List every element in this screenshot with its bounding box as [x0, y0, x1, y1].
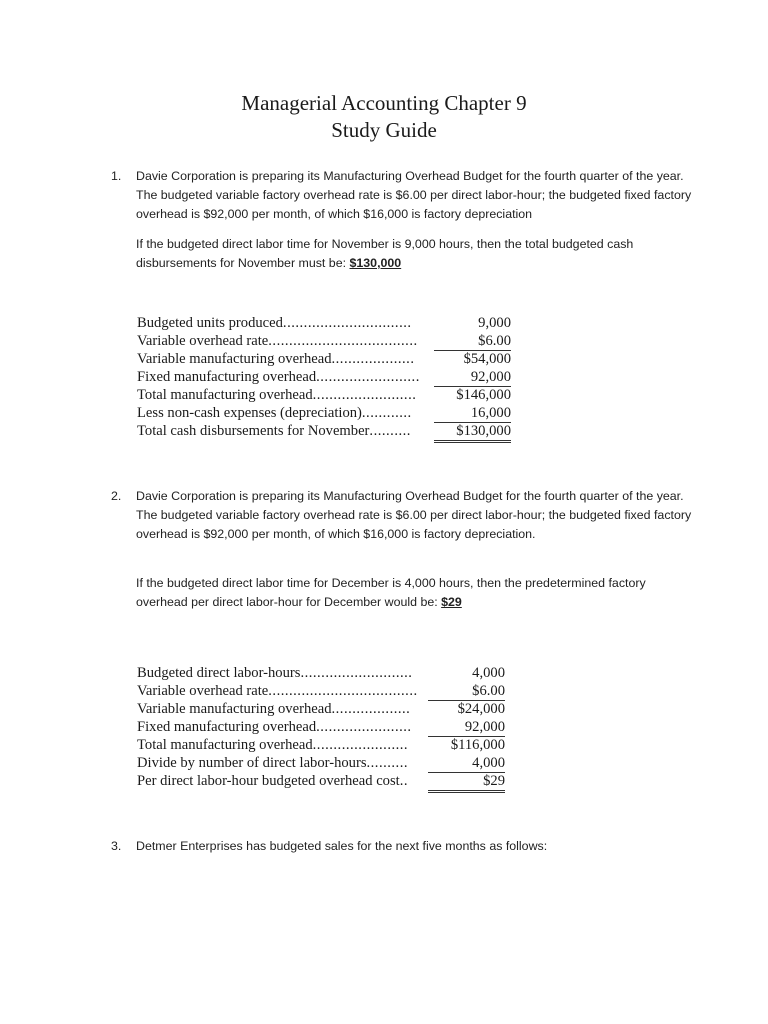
q1-ledger — [137, 314, 522, 440]
table-row — [137, 718, 522, 736]
row-value: 9,000 — [478, 315, 511, 331]
row-label: Total manufacturing overhead — [137, 737, 313, 753]
row-dots: ....................... — [312, 737, 409, 753]
table-row — [137, 386, 522, 404]
table-row — [137, 700, 522, 718]
row-value: $146,000 — [456, 387, 511, 403]
table-row — [137, 422, 522, 440]
row-label: Variable manufacturing overhead — [137, 351, 332, 367]
question-2-answer: $29 — [441, 595, 462, 609]
question-2-question: If the budgeted direct labor time for December is 4,000 hours, then the predetermined factory overhead per direct labor-hour for December would be: — [136, 576, 646, 609]
row-dots: ................... — [331, 701, 411, 717]
row-label: Less non-cash expenses (depreciation) — [137, 405, 362, 421]
table-row — [137, 368, 522, 386]
row-value: $116,000 — [450, 737, 505, 753]
row-label: Variable manufacturing overhead — [137, 701, 332, 717]
q2-ledger — [137, 664, 522, 790]
row-label: Per direct labor-hour budgeted overhead cost — [137, 773, 400, 789]
row-dots: ....................... — [316, 719, 412, 735]
table-row — [137, 404, 522, 422]
row-value: $24,000 — [457, 701, 505, 717]
page-title — [0, 90, 768, 144]
row-dots: ......................... — [316, 369, 420, 385]
question-1 — [111, 167, 711, 277]
question-3-number: 3. — [111, 839, 122, 853]
row-label: Budgeted direct labor-hours — [137, 665, 301, 681]
row-dots: .. — [399, 773, 408, 789]
question-1-answer: $130,000 — [349, 256, 402, 270]
row-dots: ........................... — [300, 665, 413, 681]
row-label: Divide by number of direct labor-hours — [137, 755, 367, 771]
row-dots: .......... — [369, 423, 411, 439]
table-row — [137, 736, 522, 754]
row-label: Fixed manufacturing overhead — [137, 719, 317, 735]
row-dots: ............................... — [282, 315, 412, 331]
table-row — [137, 754, 522, 772]
row-dots: ............ — [361, 405, 412, 421]
row-dots: ......................... — [312, 387, 417, 403]
row-value: $29 — [428, 772, 505, 793]
row-label: Total manufacturing overhead — [137, 387, 313, 403]
row-dots: .................................... — [268, 333, 418, 349]
table-row — [137, 664, 522, 682]
question-1-question: If the budgeted direct labor time for November is 9,000 hours, then the total budgeted cash disbursements for November must be: — [136, 237, 634, 270]
row-value: $6.00 — [434, 332, 511, 351]
table-row — [137, 314, 522, 332]
row-value: $130,000 — [434, 422, 511, 443]
table-row — [137, 332, 522, 350]
question-1-text: Davie Corporation is preparing its Manufacturing Overhead Budget for the fourth quarter of the year. The budgeted variable factory overhead rate is $6.00 per direct labor-hour; the budgeted fixed factory overhead is $92,000 per month, of which $16,000 is factory depreciation — [136, 169, 692, 221]
row-value: 92,000 — [428, 718, 505, 737]
row-label: Variable overhead rate — [137, 333, 269, 349]
title-line-1: Managerial Accounting Chapter 9 — [241, 91, 527, 115]
question-3-text: Detmer Enterprises has budgeted sales for the next five months as follows: — [136, 839, 548, 853]
row-value: 4,000 — [428, 754, 505, 773]
title-line-2: Study Guide — [331, 118, 437, 142]
row-dots: .......... — [366, 755, 408, 771]
row-label: Total cash disbursements for November — [137, 423, 370, 439]
table-row — [137, 682, 522, 700]
question-1-number: 1. — [111, 169, 122, 183]
question-2 — [111, 487, 711, 627]
question-2-text: Davie Corporation is preparing its Manufacturing Overhead Budget for the fourth quarter of the year. The budgeted variable factory overhead rate is $6.00 per direct labor-hour; the budgeted fixed factory overhead is $92,000 per month, of which $16,000 is factory depreciation. — [136, 489, 692, 541]
row-label: Budgeted units produced — [137, 315, 283, 331]
table-row — [137, 350, 522, 368]
row-value: $54,000 — [463, 351, 511, 367]
row-value: 4,000 — [472, 665, 505, 681]
table-row — [137, 772, 522, 790]
question-1-prompt — [136, 235, 696, 273]
row-dots: .................... — [331, 351, 415, 367]
row-label: Variable overhead rate — [137, 683, 269, 699]
question-2-number: 2. — [111, 489, 122, 503]
question-2-prompt — [136, 574, 696, 612]
row-label: Fixed manufacturing overhead — [137, 369, 317, 385]
question-3 — [111, 837, 711, 859]
row-dots: .................................... — [268, 683, 418, 699]
row-value: $6.00 — [428, 682, 505, 701]
row-value: 92,000 — [434, 368, 511, 387]
row-value: 16,000 — [434, 404, 511, 423]
